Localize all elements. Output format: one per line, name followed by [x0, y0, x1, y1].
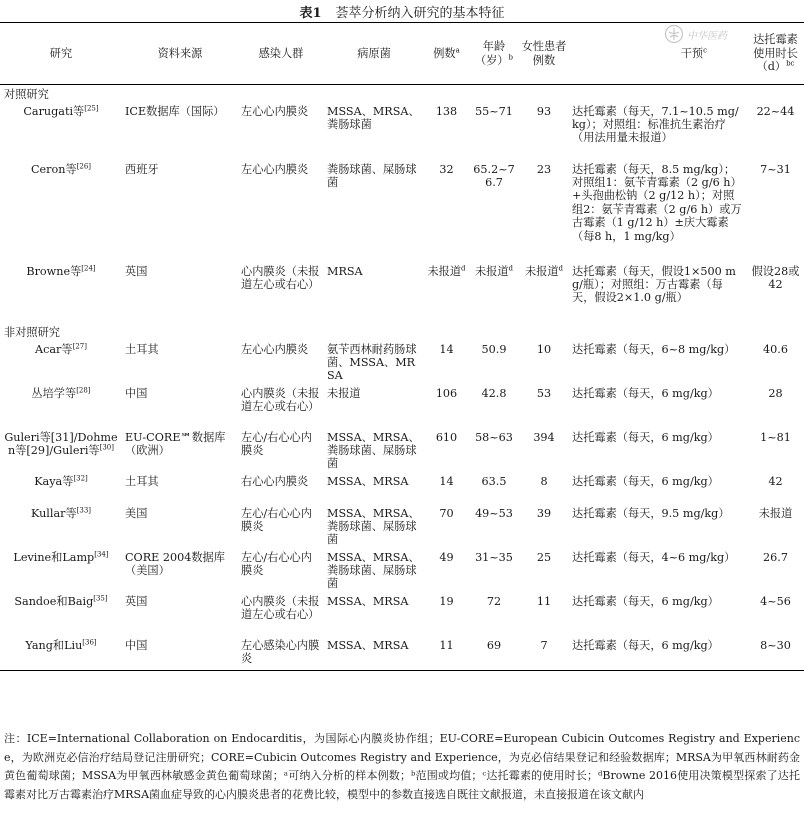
cell-female: 39 — [536, 506, 552, 520]
cell-cases: 106 — [435, 386, 458, 400]
cell-study: Acar等[27] — [35, 341, 87, 356]
group-label: 对照研究 — [4, 88, 49, 102]
cell-cases: 49 — [439, 550, 454, 564]
group-row — [0, 323, 804, 343]
cell-intervention: 达托霉素（每天，6 mg/kg） — [572, 430, 719, 444]
cell-duration: 1~81 — [760, 430, 791, 444]
table-row — [0, 387, 804, 431]
header-intervention: 干预$^c$ — [569, 23, 747, 85]
table-caption: 荟萃分析纳入研究的基本特征 — [335, 6, 505, 21]
cell-intervention: 达托霉素（每天，6 mg/kg） — [572, 474, 719, 488]
cell-cases: 70 — [439, 506, 454, 520]
cell-intervention: 达托霉素（每天，4~6 mg/kg） — [572, 550, 736, 564]
cell-source: 英国 — [125, 594, 148, 608]
table-row — [0, 475, 804, 507]
cell-source: 西班牙 — [125, 162, 159, 176]
cell-duration: 22~44 — [756, 104, 795, 118]
cell-study: Sandoe和Baig[35] — [14, 593, 108, 608]
table-row — [0, 431, 804, 475]
cell-population: 左心心内膜炎 — [241, 104, 309, 118]
header-duration: 达托霉素使用时长$(d)^{bc}$ — [747, 23, 804, 85]
cell-study: Levine和Lamp[34] — [13, 549, 109, 564]
cell-cases: 138 — [435, 104, 458, 118]
cell-source: 中国 — [122, 639, 238, 671]
cell-cases: 11 — [424, 639, 469, 671]
cell-duration: 42 — [768, 474, 783, 488]
cell-population: 左心心内膜炎 — [241, 162, 309, 176]
cell-female: 93 — [536, 104, 552, 118]
cell-cases: 19 — [439, 594, 454, 608]
cell-pathogen: 氨苄西林耐药肠球菌、MSSA、MRSA — [327, 342, 417, 383]
cell-age: 58~63 — [475, 430, 513, 444]
cell-source: ICE数据库（国际） — [125, 104, 225, 118]
cell-female: 53 — [536, 386, 552, 400]
cell-age: 63.5 — [481, 474, 507, 488]
table-row — [0, 639, 804, 671]
header-pathogen: 病原菌 — [324, 23, 424, 85]
cell-pathogen: MSSA、MRSA — [324, 639, 424, 671]
cell-source: EU-CORE℠数据库（欧洲） — [125, 430, 226, 457]
cell-duration: 28 — [768, 386, 783, 400]
characteristics-table — [0, 22, 804, 671]
table-row — [0, 551, 804, 595]
cell-age: 50.9 — [481, 342, 507, 356]
cell-population: 左心/右心心内膜炎 — [241, 430, 312, 457]
cell-age: 未报道$^d$ — [474, 263, 514, 278]
cell-pathogen: 粪肠球菌、屎肠球菌 — [327, 162, 417, 189]
cell-population: 左心心内膜炎 — [241, 342, 309, 356]
cell-age: 55~71 — [475, 104, 513, 118]
cell-female: 10 — [536, 342, 552, 356]
group-label: 非对照研究 — [4, 325, 60, 339]
cell-female: 8 — [540, 474, 548, 488]
cell-pathogen: 未报道 — [327, 386, 361, 400]
cell-population: 右心心内膜炎 — [241, 474, 309, 488]
cell-age: 69 — [469, 639, 519, 671]
cell-pathogen: MSSA、MRSA、粪肠球菌、屎肠球菌 — [327, 430, 420, 471]
cell-cases: 610 — [435, 430, 458, 444]
cell-intervention: 达托霉素（每天，9.5 mg/kg） — [572, 506, 730, 520]
cell-duration: 40.6 — [763, 342, 788, 356]
cell-study: Ceron等[26] — [30, 161, 92, 176]
cell-study: Carugati等[25] — [23, 103, 99, 118]
table-row — [0, 595, 804, 639]
cell-study: Browne等[24] — [26, 263, 96, 278]
cell-source: 土耳其 — [125, 474, 159, 488]
header-source: 资料来源 — [122, 23, 238, 85]
cell-intervention: 达托霉素（每天，6 mg/kg） — [569, 639, 747, 671]
header-study: 研究 — [0, 23, 122, 85]
cell-study: Yang和Liu[36] — [0, 639, 122, 671]
cell-population: 左心感染心内膜炎 — [238, 639, 324, 671]
header-row — [0, 23, 804, 85]
cell-duration: 假设28或42 — [751, 264, 800, 291]
cell-pathogen: MSSA、MRSA、粪肠球菌 — [327, 104, 420, 131]
cell-duration: 7~31 — [760, 162, 791, 176]
table-row — [0, 343, 804, 387]
cell-source: 美国 — [125, 506, 148, 520]
cell-cases: 14 — [439, 474, 454, 488]
cell-intervention: 达托霉素（每天，8.5 mg/kg）；对照组1：氨苄青霉素（2 g/6 h）+头孢曲松钠（2 g/12 h）；对照组2：氨苄青霉素（2 g/6 h）或万古霉素（1 g/12 h）±庆大霉素（每8 h，1 mg/kg） — [572, 162, 742, 243]
table-body — [0, 85, 804, 671]
cell-cases: 未报道$^d$ — [427, 263, 466, 278]
cell-duration: 未报道 — [758, 506, 793, 520]
cell-female: 7 — [519, 639, 569, 671]
cell-cases: 32 — [439, 162, 454, 176]
cell-female: 11 — [536, 594, 552, 608]
cell-age: 49~53 — [475, 506, 513, 520]
cell-study: Kaya等[32] — [34, 473, 88, 488]
cell-pathogen: MSSA、MRSA — [327, 474, 409, 488]
cell-population: 心内膜炎（未报道左心或右心） — [241, 386, 320, 413]
cell-cases: 14 — [439, 342, 454, 356]
cell-source: 土耳其 — [125, 342, 159, 356]
cell-female: 394 — [533, 430, 555, 444]
watermark-text: 中华医药 — [687, 30, 727, 42]
cell-age: 72 — [486, 594, 502, 608]
cell-female: 25 — [536, 550, 552, 564]
cell-study: Guleri等[31]/Dohmen等[29]/Guleri等[30] — [4, 430, 118, 457]
group-row — [0, 85, 804, 105]
cell-population: 心内膜炎（未报道左心或右心） — [241, 594, 320, 621]
table-row — [0, 265, 804, 323]
cell-population: 左心/右心心内膜炎 — [241, 506, 312, 533]
table-row — [0, 507, 804, 551]
cell-pathogen: MSSA、MRSA、粪肠球菌、屎肠球菌 — [327, 550, 420, 591]
header-age: 年龄（岁）$^b$ — [469, 23, 519, 85]
cell-duration: 8~30 — [747, 639, 804, 671]
cell-intervention: 达托霉素（每天，6~8 mg/kg） — [572, 342, 736, 356]
cell-pathogen: MSSA、MRSA、粪肠球菌、屎肠球菌 — [327, 506, 420, 547]
cell-population: 心内膜炎（未报道左心或右心） — [241, 264, 320, 291]
cell-duration: 4~56 — [760, 594, 791, 608]
cell-age: 31~35 — [475, 550, 513, 564]
cell-study: 丛培学等[28] — [31, 385, 91, 400]
table-title — [0, 2, 804, 21]
cell-intervention: 达托霉素（每天，假设1×500 mg/瓶）；对照组：万古霉素（每天，假设2×1.0 g/瓶） — [572, 264, 736, 305]
cell-intervention: 达托霉素（每天，6 mg/kg） — [572, 594, 719, 608]
table-footnote: 注：ICE=International Collaboration on Endocarditis，为国际心内膜炎协作组；EU-CORE=European Cubicin Outcomes Registry and Experience，为欧洲克必信治疗结局登记注册研究；CORE=Cubicin Outcomes Registry and Experience，为克必信结果登记和经验数据库；MRSA为甲氧西林耐药金黄色葡萄球菌；MSSA为甲氧西林敏感金黄色葡萄球菌；ᵃ可纳入分析的样本例数；ᵇ范围或均值；ᶜ达托霉素的使用时长；ᵈBrowne 2016使用决策模型探索了达托霉素对比万古霉素治疗MRSA菌血症导致的心内膜炎患者的花费比较，模型中的参数直接选自既往文献报道，未直接报道在该文献内 — [4, 732, 800, 801]
cell-female: 23 — [536, 162, 552, 176]
cell-duration: 26.7 — [763, 550, 788, 564]
table-row — [0, 163, 804, 265]
cell-age: 65.2~76.7 — [473, 162, 515, 189]
cell-pathogen: MSSA、MRSA — [327, 594, 409, 608]
table-label: 表1 — [299, 6, 322, 21]
cell-intervention: 达托霉素（每天，6 mg/kg） — [572, 386, 719, 400]
cell-intervention: 达托霉素（每天，7.1~10.5 mg/kg）；对照组：标准抗生素治疗（用法用量未报道） — [572, 104, 739, 145]
cell-pathogen: MRSA — [327, 264, 363, 278]
cell-female: 未报道$^d$ — [524, 263, 564, 278]
cell-age: 42.8 — [481, 386, 507, 400]
header-female: 女性患者例数 — [519, 23, 569, 85]
header-cases: 例数$^a$ — [424, 23, 469, 85]
cell-source: 英国 — [125, 264, 148, 278]
cell-source: CORE 2004数据库（美国） — [125, 550, 225, 577]
table-row — [0, 105, 804, 163]
cell-study: Kullar等[33] — [30, 505, 92, 520]
header-population: 感染人群 — [238, 23, 324, 85]
cell-population: 左心/右心心内膜炎 — [241, 550, 312, 577]
cell-source: 中国 — [125, 386, 148, 400]
